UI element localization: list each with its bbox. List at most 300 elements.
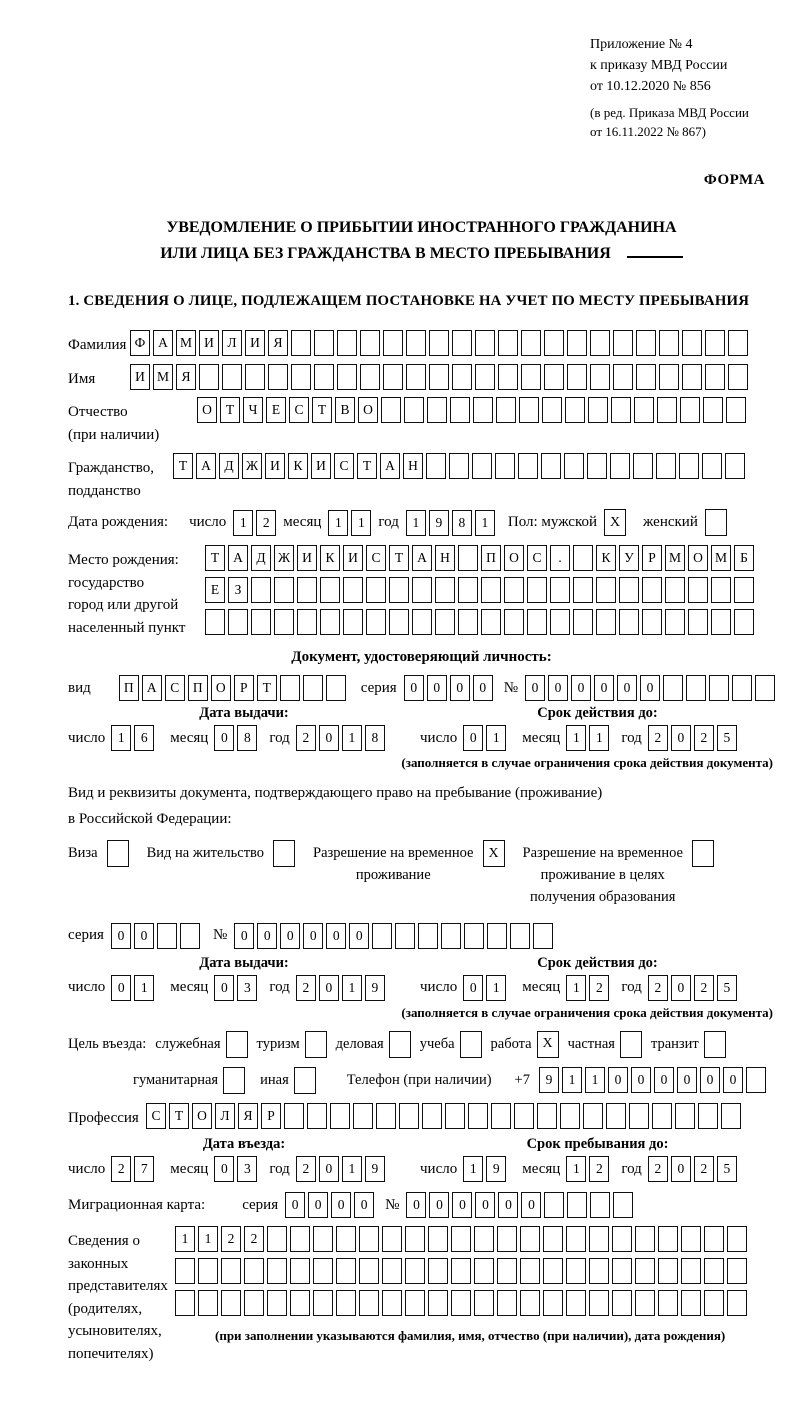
char-cell[interactable]: И — [343, 545, 363, 571]
char-cell[interactable]: О — [504, 545, 524, 571]
char-cell[interactable]: С — [366, 545, 386, 571]
char-cell[interactable] — [504, 609, 524, 635]
char-cell[interactable]: 2 — [244, 1226, 264, 1252]
char-cell[interactable]: X — [483, 840, 505, 867]
char-cell[interactable] — [435, 577, 455, 603]
char-cell[interactable] — [727, 1226, 747, 1252]
char-cell[interactable] — [382, 1258, 402, 1284]
char-cell[interactable] — [642, 609, 662, 635]
char-cell[interactable]: 0 — [234, 923, 254, 949]
char-cell[interactable]: 0 — [280, 923, 300, 949]
char-cell[interactable] — [636, 330, 656, 356]
char-cell[interactable]: 2 — [694, 975, 714, 1001]
char-cell[interactable] — [521, 364, 541, 390]
char-cell[interactable] — [428, 1226, 448, 1252]
char-cell[interactable]: Т — [205, 545, 225, 571]
char-cell[interactable] — [566, 1290, 586, 1316]
char-cell[interactable]: 1 — [233, 510, 253, 536]
char-cell[interactable]: П — [119, 675, 139, 701]
char-cell[interactable] — [705, 364, 725, 390]
char-cell[interactable]: И — [245, 330, 265, 356]
char-cell[interactable]: 7 — [134, 1156, 154, 1182]
char-cell[interactable]: С — [146, 1103, 166, 1129]
char-cell[interactable]: И — [297, 545, 317, 571]
char-cell[interactable] — [612, 1290, 632, 1316]
char-cell[interactable] — [619, 577, 639, 603]
char-cell[interactable] — [199, 364, 219, 390]
char-cell[interactable] — [619, 609, 639, 635]
char-cell[interactable] — [376, 1103, 396, 1129]
char-cell[interactable]: Н — [403, 453, 423, 479]
char-cell[interactable]: 8 — [237, 725, 257, 751]
char-cell[interactable]: 3 — [237, 1156, 257, 1182]
char-cell[interactable] — [543, 1258, 563, 1284]
char-cell[interactable] — [542, 397, 562, 423]
char-cell[interactable]: С — [165, 675, 185, 701]
char-cell[interactable] — [251, 577, 271, 603]
char-cell[interactable] — [360, 330, 380, 356]
char-cell[interactable] — [755, 675, 775, 701]
char-cell[interactable]: . — [550, 545, 570, 571]
char-cell[interactable] — [389, 577, 409, 603]
char-cell[interactable] — [675, 1103, 695, 1129]
char-cell[interactable] — [703, 397, 723, 423]
char-cell[interactable]: 9 — [539, 1067, 559, 1093]
char-cell[interactable] — [589, 1258, 609, 1284]
char-cell[interactable] — [406, 364, 426, 390]
char-cell[interactable]: 0 — [450, 675, 470, 701]
char-cell[interactable]: 2 — [296, 975, 316, 1001]
char-cell[interactable]: 1 — [463, 1156, 483, 1182]
char-cell[interactable]: 1 — [486, 725, 506, 751]
char-cell[interactable] — [728, 330, 748, 356]
char-cell[interactable] — [226, 1031, 248, 1058]
char-cell[interactable] — [704, 1258, 724, 1284]
char-cell[interactable] — [636, 364, 656, 390]
char-cell[interactable]: 0 — [134, 923, 154, 949]
char-cell[interactable] — [291, 364, 311, 390]
char-cell[interactable] — [527, 577, 547, 603]
char-cell[interactable]: 2 — [694, 1156, 714, 1182]
char-cell[interactable]: 1 — [486, 975, 506, 1001]
char-cell[interactable]: 0 — [452, 1192, 472, 1218]
char-cell[interactable] — [399, 1103, 419, 1129]
char-cell[interactable]: 0 — [214, 975, 234, 1001]
char-cell[interactable] — [656, 453, 676, 479]
char-cell[interactable] — [452, 330, 472, 356]
char-cell[interactable] — [679, 453, 699, 479]
char-cell[interactable]: 0 — [571, 675, 591, 701]
char-cell[interactable] — [280, 675, 300, 701]
char-cell[interactable] — [590, 330, 610, 356]
char-cell[interactable] — [383, 364, 403, 390]
char-cell[interactable] — [273, 840, 295, 867]
char-cell[interactable]: 0 — [214, 725, 234, 751]
char-cell[interactable]: И — [311, 453, 331, 479]
char-cell[interactable] — [481, 577, 501, 603]
char-cell[interactable] — [635, 1258, 655, 1284]
char-cell[interactable]: О — [358, 397, 378, 423]
char-cell[interactable] — [681, 1258, 701, 1284]
char-cell[interactable]: 2 — [221, 1226, 241, 1252]
char-cell[interactable] — [314, 364, 334, 390]
char-cell[interactable] — [704, 1290, 724, 1316]
char-cell[interactable] — [518, 453, 538, 479]
char-cell[interactable]: И — [130, 364, 150, 390]
char-cell[interactable] — [681, 1226, 701, 1252]
char-cell[interactable] — [404, 397, 424, 423]
char-cell[interactable] — [606, 1103, 626, 1129]
char-cell[interactable]: М — [176, 330, 196, 356]
char-cell[interactable]: З — [228, 577, 248, 603]
char-cell[interactable]: 0 — [354, 1192, 374, 1218]
char-cell[interactable]: 0 — [308, 1192, 328, 1218]
char-cell[interactable]: 0 — [429, 1192, 449, 1218]
char-cell[interactable]: 0 — [671, 975, 691, 1001]
char-cell[interactable] — [596, 577, 616, 603]
char-cell[interactable] — [381, 397, 401, 423]
char-cell[interactable] — [445, 1103, 465, 1129]
char-cell[interactable] — [544, 364, 564, 390]
char-cell[interactable] — [727, 1258, 747, 1284]
char-cell[interactable]: 2 — [111, 1156, 131, 1182]
char-cell[interactable] — [533, 923, 553, 949]
char-cell[interactable] — [727, 1290, 747, 1316]
char-cell[interactable]: 0 — [700, 1067, 720, 1093]
char-cell[interactable] — [537, 1103, 557, 1129]
char-cell[interactable] — [620, 1031, 642, 1058]
char-cell[interactable]: Л — [222, 330, 242, 356]
char-cell[interactable] — [560, 1103, 580, 1129]
char-cell[interactable] — [634, 397, 654, 423]
char-cell[interactable] — [496, 397, 516, 423]
char-cell[interactable] — [305, 1031, 327, 1058]
char-cell[interactable]: 5 — [717, 725, 737, 751]
char-cell[interactable] — [702, 453, 722, 479]
char-cell[interactable]: 2 — [589, 1156, 609, 1182]
char-cell[interactable] — [705, 509, 727, 536]
char-cell[interactable] — [290, 1290, 310, 1316]
char-cell[interactable] — [544, 330, 564, 356]
char-cell[interactable] — [157, 923, 177, 949]
char-cell[interactable]: Е — [266, 397, 286, 423]
char-cell[interactable] — [389, 1031, 411, 1058]
char-cell[interactable] — [587, 453, 607, 479]
char-cell[interactable]: 1 — [342, 1156, 362, 1182]
char-cell[interactable]: 1 — [351, 510, 371, 536]
char-cell[interactable]: 0 — [331, 1192, 351, 1218]
char-cell[interactable] — [426, 453, 446, 479]
char-cell[interactable]: 0 — [521, 1192, 541, 1218]
char-cell[interactable] — [613, 364, 633, 390]
char-cell[interactable]: И — [265, 453, 285, 479]
char-cell[interactable]: 0 — [427, 675, 447, 701]
char-cell[interactable] — [326, 675, 346, 701]
char-cell[interactable]: О — [197, 397, 217, 423]
char-cell[interactable] — [313, 1258, 333, 1284]
char-cell[interactable]: 9 — [365, 975, 385, 1001]
char-cell[interactable] — [245, 364, 265, 390]
char-cell[interactable]: П — [188, 675, 208, 701]
char-cell[interactable] — [663, 675, 683, 701]
char-cell[interactable] — [514, 1103, 534, 1129]
char-cell[interactable]: П — [481, 545, 501, 571]
char-cell[interactable] — [458, 609, 478, 635]
char-cell[interactable]: Ф — [130, 330, 150, 356]
char-cell[interactable] — [566, 1226, 586, 1252]
char-cell[interactable]: 5 — [717, 1156, 737, 1182]
char-cell[interactable]: Я — [238, 1103, 258, 1129]
char-cell[interactable] — [658, 1290, 678, 1316]
char-cell[interactable] — [612, 1226, 632, 1252]
char-cell[interactable] — [395, 923, 415, 949]
char-cell[interactable] — [360, 364, 380, 390]
char-cell[interactable] — [474, 1226, 494, 1252]
char-cell[interactable] — [475, 364, 495, 390]
char-cell[interactable] — [449, 453, 469, 479]
char-cell[interactable] — [359, 1258, 379, 1284]
char-cell[interactable] — [244, 1258, 264, 1284]
char-cell[interactable]: X — [604, 509, 626, 536]
char-cell[interactable] — [180, 923, 200, 949]
char-cell[interactable] — [682, 330, 702, 356]
char-cell[interactable] — [657, 397, 677, 423]
char-cell[interactable] — [429, 330, 449, 356]
char-cell[interactable] — [343, 609, 363, 635]
char-cell[interactable] — [418, 923, 438, 949]
char-cell[interactable] — [382, 1290, 402, 1316]
char-cell[interactable] — [337, 364, 357, 390]
char-cell[interactable] — [504, 577, 524, 603]
char-cell[interactable] — [583, 1103, 603, 1129]
char-cell[interactable] — [543, 1226, 563, 1252]
char-cell[interactable] — [428, 1258, 448, 1284]
char-cell[interactable]: 5 — [717, 975, 737, 1001]
char-cell[interactable] — [498, 330, 518, 356]
char-cell[interactable] — [658, 1258, 678, 1284]
char-cell[interactable] — [589, 1290, 609, 1316]
char-cell[interactable]: Б — [734, 545, 754, 571]
char-cell[interactable] — [611, 397, 631, 423]
char-cell[interactable]: С — [289, 397, 309, 423]
char-cell[interactable]: К — [288, 453, 308, 479]
char-cell[interactable] — [474, 1258, 494, 1284]
char-cell[interactable] — [498, 364, 518, 390]
char-cell[interactable] — [495, 453, 515, 479]
char-cell[interactable] — [337, 330, 357, 356]
char-cell[interactable] — [665, 609, 685, 635]
char-cell[interactable]: Т — [389, 545, 409, 571]
char-cell[interactable] — [567, 330, 587, 356]
char-cell[interactable] — [613, 1192, 633, 1218]
char-cell[interactable]: О — [688, 545, 708, 571]
char-cell[interactable] — [427, 397, 447, 423]
char-cell[interactable]: 0 — [671, 725, 691, 751]
char-cell[interactable]: 0 — [617, 675, 637, 701]
char-cell[interactable]: 2 — [256, 510, 276, 536]
char-cell[interactable] — [527, 609, 547, 635]
char-cell[interactable]: 2 — [648, 725, 668, 751]
char-cell[interactable] — [468, 1103, 488, 1129]
char-cell[interactable]: Т — [220, 397, 240, 423]
char-cell[interactable] — [481, 609, 501, 635]
char-cell[interactable]: 0 — [111, 975, 131, 1001]
char-cell[interactable]: 2 — [648, 975, 668, 1001]
char-cell[interactable] — [704, 1226, 724, 1252]
char-cell[interactable] — [589, 1226, 609, 1252]
char-cell[interactable]: 1 — [566, 975, 586, 1001]
char-cell[interactable]: 0 — [463, 725, 483, 751]
char-cell[interactable]: Р — [234, 675, 254, 701]
char-cell[interactable] — [746, 1067, 766, 1093]
char-cell[interactable]: 0 — [671, 1156, 691, 1182]
char-cell[interactable] — [221, 1258, 241, 1284]
char-cell[interactable] — [268, 364, 288, 390]
char-cell[interactable] — [406, 330, 426, 356]
char-cell[interactable] — [711, 609, 731, 635]
char-cell[interactable]: В — [335, 397, 355, 423]
char-cell[interactable] — [726, 397, 746, 423]
char-cell[interactable]: 9 — [365, 1156, 385, 1182]
char-cell[interactable]: Ж — [242, 453, 262, 479]
char-cell[interactable] — [330, 1103, 350, 1129]
char-cell[interactable] — [451, 1290, 471, 1316]
char-cell[interactable]: 1 — [198, 1226, 218, 1252]
char-cell[interactable]: 0 — [677, 1067, 697, 1093]
char-cell[interactable]: 0 — [214, 1156, 234, 1182]
char-cell[interactable]: К — [320, 545, 340, 571]
char-cell[interactable]: 0 — [498, 1192, 518, 1218]
char-cell[interactable] — [565, 397, 585, 423]
char-cell[interactable] — [567, 364, 587, 390]
char-cell[interactable] — [313, 1226, 333, 1252]
char-cell[interactable] — [682, 364, 702, 390]
char-cell[interactable]: 0 — [349, 923, 369, 949]
char-cell[interactable] — [267, 1226, 287, 1252]
char-cell[interactable] — [307, 1103, 327, 1129]
char-cell[interactable] — [588, 397, 608, 423]
char-cell[interactable] — [428, 1290, 448, 1316]
char-cell[interactable] — [320, 609, 340, 635]
char-cell[interactable] — [686, 675, 706, 701]
char-cell[interactable]: 8 — [365, 725, 385, 751]
char-cell[interactable] — [205, 609, 225, 635]
char-cell[interactable] — [267, 1258, 287, 1284]
char-cell[interactable] — [366, 609, 386, 635]
char-cell[interactable] — [274, 577, 294, 603]
char-cell[interactable] — [564, 453, 584, 479]
char-cell[interactable] — [389, 609, 409, 635]
char-cell[interactable] — [681, 1290, 701, 1316]
char-cell[interactable] — [473, 397, 493, 423]
char-cell[interactable]: Р — [261, 1103, 281, 1129]
char-cell[interactable]: 0 — [548, 675, 568, 701]
char-cell[interactable] — [451, 1258, 471, 1284]
char-cell[interactable] — [336, 1226, 356, 1252]
char-cell[interactable] — [567, 1192, 587, 1218]
char-cell[interactable] — [284, 1103, 304, 1129]
char-cell[interactable] — [635, 1226, 655, 1252]
char-cell[interactable] — [732, 675, 752, 701]
char-cell[interactable]: 1 — [134, 975, 154, 1001]
char-cell[interactable]: Р — [642, 545, 662, 571]
char-cell[interactable] — [359, 1290, 379, 1316]
char-cell[interactable]: М — [711, 545, 731, 571]
char-cell[interactable] — [383, 330, 403, 356]
char-cell[interactable]: А — [142, 675, 162, 701]
char-cell[interactable] — [198, 1258, 218, 1284]
char-cell[interactable] — [472, 453, 492, 479]
char-cell[interactable] — [665, 577, 685, 603]
char-cell[interactable] — [520, 1258, 540, 1284]
char-cell[interactable]: 0 — [257, 923, 277, 949]
char-cell[interactable] — [705, 330, 725, 356]
char-cell[interactable]: М — [665, 545, 685, 571]
char-cell[interactable]: А — [153, 330, 173, 356]
char-cell[interactable] — [659, 364, 679, 390]
char-cell[interactable] — [320, 577, 340, 603]
char-cell[interactable]: 1 — [328, 510, 348, 536]
char-cell[interactable]: Ч — [243, 397, 263, 423]
char-cell[interactable]: 0 — [111, 923, 131, 949]
char-cell[interactable]: 2 — [694, 725, 714, 751]
char-cell[interactable]: О — [211, 675, 231, 701]
char-cell[interactable] — [688, 577, 708, 603]
char-cell[interactable] — [721, 1103, 741, 1129]
char-cell[interactable]: 1 — [111, 725, 131, 751]
char-cell[interactable] — [458, 577, 478, 603]
char-cell[interactable] — [294, 1067, 316, 1094]
char-cell[interactable]: А — [380, 453, 400, 479]
char-cell[interactable] — [450, 397, 470, 423]
char-cell[interactable] — [573, 545, 593, 571]
char-cell[interactable] — [429, 364, 449, 390]
char-cell[interactable] — [652, 1103, 672, 1129]
char-cell[interactable]: Д — [251, 545, 271, 571]
char-cell[interactable] — [541, 453, 561, 479]
char-cell[interactable] — [452, 364, 472, 390]
char-cell[interactable] — [372, 923, 392, 949]
char-cell[interactable] — [353, 1103, 373, 1129]
char-cell[interactable]: 0 — [463, 975, 483, 1001]
char-cell[interactable] — [734, 577, 754, 603]
char-cell[interactable] — [497, 1258, 517, 1284]
char-cell[interactable]: X — [537, 1031, 559, 1058]
char-cell[interactable] — [497, 1226, 517, 1252]
char-cell[interactable] — [451, 1226, 471, 1252]
char-cell[interactable]: 0 — [723, 1067, 743, 1093]
char-cell[interactable] — [474, 1290, 494, 1316]
char-cell[interactable]: 1 — [475, 510, 495, 536]
char-cell[interactable] — [698, 1103, 718, 1129]
char-cell[interactable]: Е — [205, 577, 225, 603]
char-cell[interactable]: 1 — [566, 725, 586, 751]
char-cell[interactable] — [290, 1258, 310, 1284]
char-cell[interactable]: 1 — [406, 510, 426, 536]
char-cell[interactable] — [543, 1290, 563, 1316]
char-cell[interactable]: Т — [173, 453, 193, 479]
char-cell[interactable] — [441, 923, 461, 949]
char-cell[interactable]: 2 — [296, 725, 316, 751]
char-cell[interactable] — [519, 397, 539, 423]
char-cell[interactable] — [175, 1258, 195, 1284]
char-cell[interactable]: 1 — [342, 725, 362, 751]
char-cell[interactable] — [590, 1192, 610, 1218]
char-cell[interactable]: 9 — [486, 1156, 506, 1182]
char-cell[interactable] — [422, 1103, 442, 1129]
char-cell[interactable] — [709, 675, 729, 701]
char-cell[interactable]: Т — [169, 1103, 189, 1129]
